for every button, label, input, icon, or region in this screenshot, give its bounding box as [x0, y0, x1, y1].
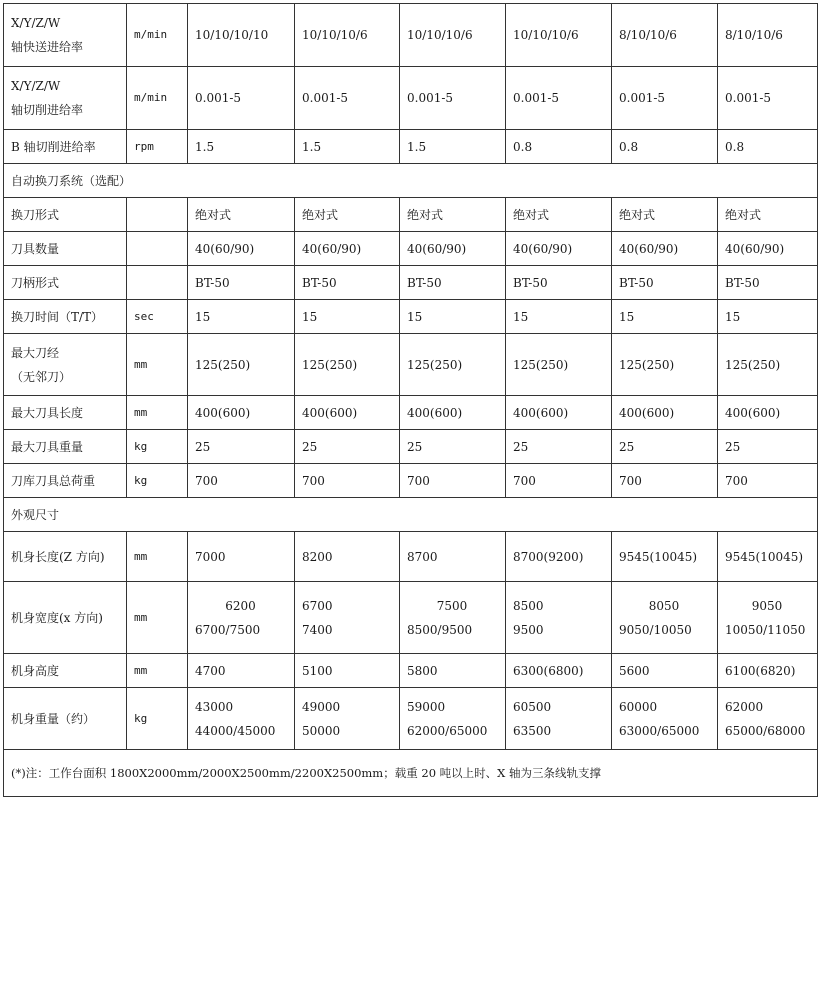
value-cell: 25 — [400, 430, 506, 464]
row-rapid-feed — [4, 4, 818, 67]
value-cell: 8200 — [295, 532, 400, 582]
value-cell: 6300(6800) — [506, 654, 612, 688]
value-cell: 25 — [612, 430, 718, 464]
value-cell: 700 — [506, 464, 612, 498]
value-cell: 49000 50000 — [295, 688, 400, 750]
footnote-row — [4, 750, 818, 797]
value-cell: 60000 63000/65000 — [612, 688, 718, 750]
spec-table — [3, 3, 818, 797]
section-title: 自动换刀系统（选配） — [4, 164, 818, 198]
row-tool-count — [4, 232, 818, 266]
row-label: X/Y/Z/W 轴快送进给率 — [4, 4, 127, 67]
row-b-axis-feed — [4, 130, 818, 164]
row-label: 机身高度 — [4, 654, 127, 688]
row-label: B 轴切削进给率 — [4, 130, 127, 164]
row-unit: m/min — [127, 4, 188, 67]
row-unit: kg — [127, 430, 188, 464]
row-machine-length — [4, 532, 818, 582]
value-cell: 0.001-5 — [400, 67, 506, 130]
value-cell: BT-50 — [295, 266, 400, 300]
value-cell: 9545(10045) — [718, 532, 818, 582]
value-cell: 40(60/90) — [506, 232, 612, 266]
row-label: 换刀形式 — [4, 198, 127, 232]
row-label: 刀库刀具总荷重 — [4, 464, 127, 498]
value-cell: 1.5 — [188, 130, 295, 164]
value-cell: 400(600) — [506, 396, 612, 430]
row-label: 机身长度(Z 方向) — [4, 532, 127, 582]
value-cell: 6700 7400 — [295, 582, 400, 654]
row-unit: rpm — [127, 130, 188, 164]
row-label: 换刀时间（T/T） — [4, 300, 127, 334]
row-magazine-total-load — [4, 464, 818, 498]
footnote: (*)注：工作台面积 1800X2000mm/2000X2500mm/2200X2500mm；载重 20 吨以上时、X 轴为三条线轨支撑 — [4, 750, 818, 797]
value-cell: 10/10/10/6 — [295, 4, 400, 67]
value-cell: 700 — [400, 464, 506, 498]
value-cell: BT-50 — [400, 266, 506, 300]
value-cell: 绝对式 — [188, 198, 295, 232]
row-unit: mm — [127, 334, 188, 396]
value-cell: 400(600) — [612, 396, 718, 430]
section-dimensions — [4, 498, 818, 532]
row-machine-height — [4, 654, 818, 688]
value-cell: 绝对式 — [718, 198, 818, 232]
value-cell: 1.5 — [400, 130, 506, 164]
value-cell: 125(250) — [506, 334, 612, 396]
row-unit: mm — [127, 532, 188, 582]
value-cell: 9050 10050/11050 — [718, 582, 818, 654]
value-cell: 15 — [612, 300, 718, 334]
value-cell: 8050 9050/10050 — [612, 582, 718, 654]
row-label: 最大刀经 （无邻刀） — [4, 334, 127, 396]
value-cell: 5800 — [400, 654, 506, 688]
value-cell: 8/10/10/6 — [612, 4, 718, 67]
value-cell: 绝对式 — [295, 198, 400, 232]
value-cell: 125(250) — [295, 334, 400, 396]
value-cell: 0.001-5 — [295, 67, 400, 130]
row-unit — [127, 232, 188, 266]
value-cell: 400(600) — [718, 396, 818, 430]
value-cell: 15 — [718, 300, 818, 334]
row-max-tool-diameter — [4, 334, 818, 396]
value-cell: 25 — [188, 430, 295, 464]
value-cell: 400(600) — [295, 396, 400, 430]
section-atc — [4, 164, 818, 198]
row-machine-weight — [4, 688, 818, 750]
value-cell: 10/10/10/6 — [400, 4, 506, 67]
row-unit: kg — [127, 464, 188, 498]
value-cell: 62000 65000/68000 — [718, 688, 818, 750]
value-cell: 1.5 — [295, 130, 400, 164]
row-tool-change-time — [4, 300, 818, 334]
row-unit: kg — [127, 688, 188, 750]
value-cell: 0.8 — [506, 130, 612, 164]
row-label: 最大刀具重量 — [4, 430, 127, 464]
row-unit — [127, 198, 188, 232]
value-cell: BT-50 — [188, 266, 295, 300]
row-tool-shank — [4, 266, 818, 300]
row-unit: mm — [127, 654, 188, 688]
value-cell: 700 — [612, 464, 718, 498]
value-cell: 125(250) — [188, 334, 295, 396]
value-cell: 15 — [295, 300, 400, 334]
value-cell: 绝对式 — [612, 198, 718, 232]
value-cell: 700 — [718, 464, 818, 498]
row-cutting-feed — [4, 67, 818, 130]
value-cell: 25 — [506, 430, 612, 464]
row-unit: mm — [127, 396, 188, 430]
value-cell: 0.001-5 — [718, 67, 818, 130]
value-cell: 8700 — [400, 532, 506, 582]
value-cell: 5100 — [295, 654, 400, 688]
row-max-tool-length — [4, 396, 818, 430]
value-cell: 8700(9200) — [506, 532, 612, 582]
value-cell: 125(250) — [718, 334, 818, 396]
value-cell: 0.8 — [718, 130, 818, 164]
value-cell: 40(60/90) — [718, 232, 818, 266]
value-cell: 400(600) — [400, 396, 506, 430]
value-cell: 6200 6700/7500 — [188, 582, 295, 654]
value-cell: 400(600) — [188, 396, 295, 430]
value-cell: 40(60/90) — [612, 232, 718, 266]
value-cell: 5600 — [612, 654, 718, 688]
value-cell: 700 — [188, 464, 295, 498]
value-cell: 10/10/10/10 — [188, 4, 295, 67]
value-cell: 10/10/10/6 — [506, 4, 612, 67]
row-label: 机身宽度(x 方向) — [4, 582, 127, 654]
section-title: 外观尺寸 — [4, 498, 818, 532]
row-label: 机身重量（约） — [4, 688, 127, 750]
row-unit: mm — [127, 582, 188, 654]
row-label: X/Y/Z/W 轴切削进给率 — [4, 67, 127, 130]
value-cell: 8500 9500 — [506, 582, 612, 654]
value-cell: 15 — [506, 300, 612, 334]
value-cell: 40(60/90) — [295, 232, 400, 266]
value-cell: 60500 63500 — [506, 688, 612, 750]
row-max-tool-weight — [4, 430, 818, 464]
value-cell: 15 — [188, 300, 295, 334]
value-cell: 6100(6820) — [718, 654, 818, 688]
value-cell: 0.001-5 — [506, 67, 612, 130]
row-unit: sec — [127, 300, 188, 334]
value-cell: 125(250) — [400, 334, 506, 396]
value-cell: 125(250) — [612, 334, 718, 396]
value-cell: 4700 — [188, 654, 295, 688]
value-cell: 9545(10045) — [612, 532, 718, 582]
row-label: 最大刀具长度 — [4, 396, 127, 430]
value-cell: 25 — [718, 430, 818, 464]
value-cell: BT-50 — [718, 266, 818, 300]
value-cell: BT-50 — [612, 266, 718, 300]
value-cell: 40(60/90) — [400, 232, 506, 266]
value-cell: 7000 — [188, 532, 295, 582]
row-label: 刀具数量 — [4, 232, 127, 266]
value-cell: 59000 62000/65000 — [400, 688, 506, 750]
value-cell: 绝对式 — [400, 198, 506, 232]
value-cell: 43000 44000/45000 — [188, 688, 295, 750]
row-label: 刀柄形式 — [4, 266, 127, 300]
row-unit: m/min — [127, 67, 188, 130]
value-cell: 7500 8500/9500 — [400, 582, 506, 654]
value-cell: 25 — [295, 430, 400, 464]
value-cell: 0.001-5 — [612, 67, 718, 130]
row-machine-width — [4, 582, 818, 654]
value-cell: BT-50 — [506, 266, 612, 300]
value-cell: 700 — [295, 464, 400, 498]
value-cell: 40(60/90) — [188, 232, 295, 266]
value-cell: 绝对式 — [506, 198, 612, 232]
row-tool-change-type — [4, 198, 818, 232]
row-unit — [127, 266, 188, 300]
value-cell: 0.001-5 — [188, 67, 295, 130]
value-cell: 8/10/10/6 — [718, 4, 818, 67]
value-cell: 15 — [400, 300, 506, 334]
value-cell: 0.8 — [612, 130, 718, 164]
